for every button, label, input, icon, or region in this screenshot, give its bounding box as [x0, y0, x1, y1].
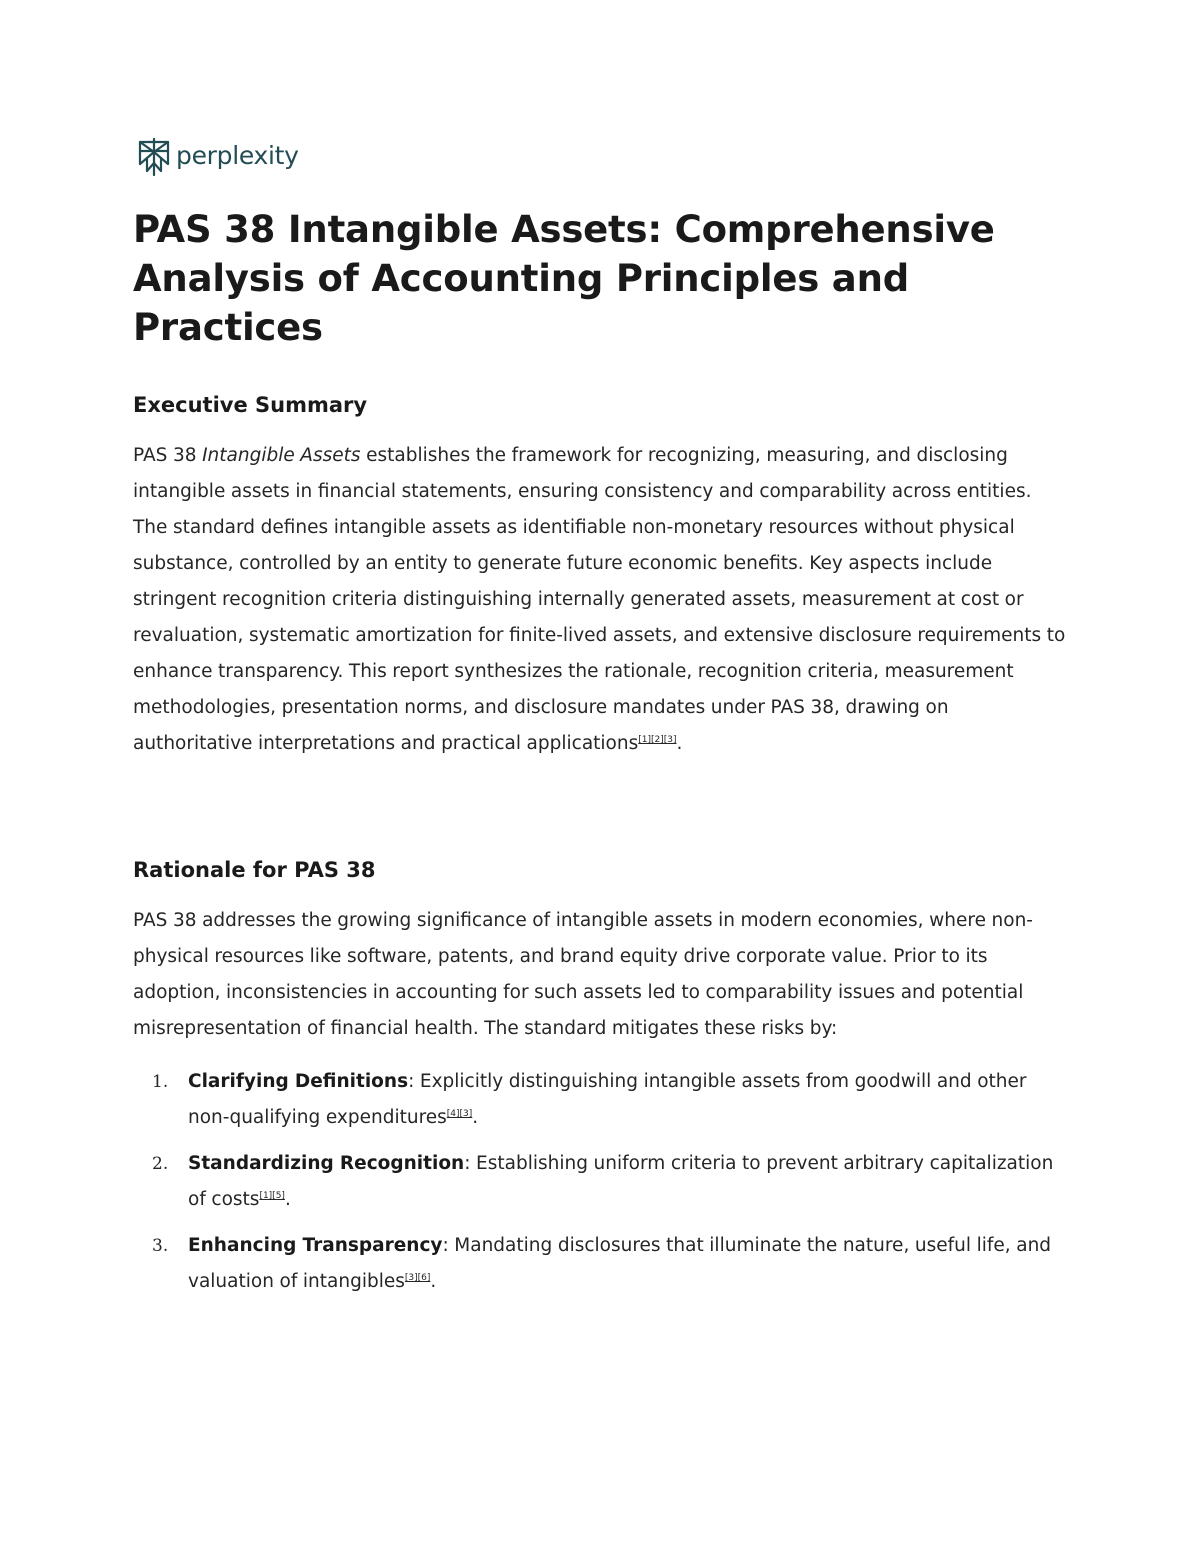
rationale-list: [133, 1064, 1068, 1300]
citation-link[interactable]: [4][3]: [446, 1109, 473, 1119]
list-number: 3.: [152, 1236, 169, 1256]
list-term: Clarifying Definitions: [188, 1071, 409, 1092]
document-title: PAS 38 Intangible Assets: Comprehensive Analysis of Accounting Principles and Practices: [133, 208, 995, 349]
list-end: .: [472, 1107, 479, 1128]
summary-body: establishes the framework for recognizing, measuring, and disclosing intangible assets in financial statements, ensuring consistency and comparability across entities. The standard defines intangible assets as identifiable non-monetary resources without physical substance, controlled by an entity to generate future economic benefits. Key aspects include stringent recognition criteria distinguishing internally generated assets, measurement at cost or revaluation, systematic amortization for finite-lived assets, and extensive disclosure requirements to enhance transparency. This report synthesizes the rationale, recognition criteria, measurement methodologies, presentation norms, and disclosure mandates under PAS 38, drawing on authoritative interpretations and practical applications: [133, 445, 1066, 754]
list-term: Enhancing Transparency: [188, 1235, 443, 1256]
list-term: Standardizing Recognition: [188, 1153, 465, 1174]
executive-summary-heading: Executive Summary: [133, 393, 368, 417]
list-item: [133, 1064, 1068, 1136]
executive-summary-paragraph: [133, 438, 1068, 762]
citation-link[interactable]: [1][5]: [259, 1191, 285, 1201]
summary-lead: PAS 38: [133, 445, 203, 466]
list-text: : Establishing uniform criteria to prevent arbitrary capitalization of costs: [188, 1153, 1054, 1210]
list-text: : Explicitly distinguishing intangible assets from goodwill and other non-qualifying expenditures: [188, 1071, 1027, 1128]
list-end: .: [284, 1189, 291, 1210]
list-end: .: [430, 1271, 437, 1292]
document-page: [133, 136, 1068, 1310]
list-item: [133, 1146, 1068, 1218]
summary-lead-italic: Intangible Assets: [202, 445, 361, 466]
list-text: : Mandating disclosures that illuminate the nature, useful life, and valuation of intangibles: [188, 1235, 1052, 1292]
perplexity-logo-icon: [137, 138, 171, 176]
summary-end: .: [676, 733, 683, 754]
rationale-heading: Rationale for PAS 38: [133, 858, 376, 882]
list-number: 1.: [152, 1072, 169, 1092]
perplexity-logo: [137, 136, 1068, 178]
list-item: [133, 1228, 1068, 1300]
citation-link[interactable]: [1][2][3]: [638, 735, 677, 745]
brand-name: perplexity: [176, 140, 299, 170]
rationale-paragraph: PAS 38 addresses the growing significance of intangible assets in modern economies, where non-physical resources like software, patents, and brand equity drive corporate value. Prior to its adoption, inconsistencies in accounting for such assets led to comparability issues and potential misrepresentation of financial health. The standard mitigates these risks by:: [133, 910, 1033, 1039]
citation-link[interactable]: [3][6]: [404, 1273, 431, 1283]
list-number: 2.: [152, 1154, 169, 1174]
